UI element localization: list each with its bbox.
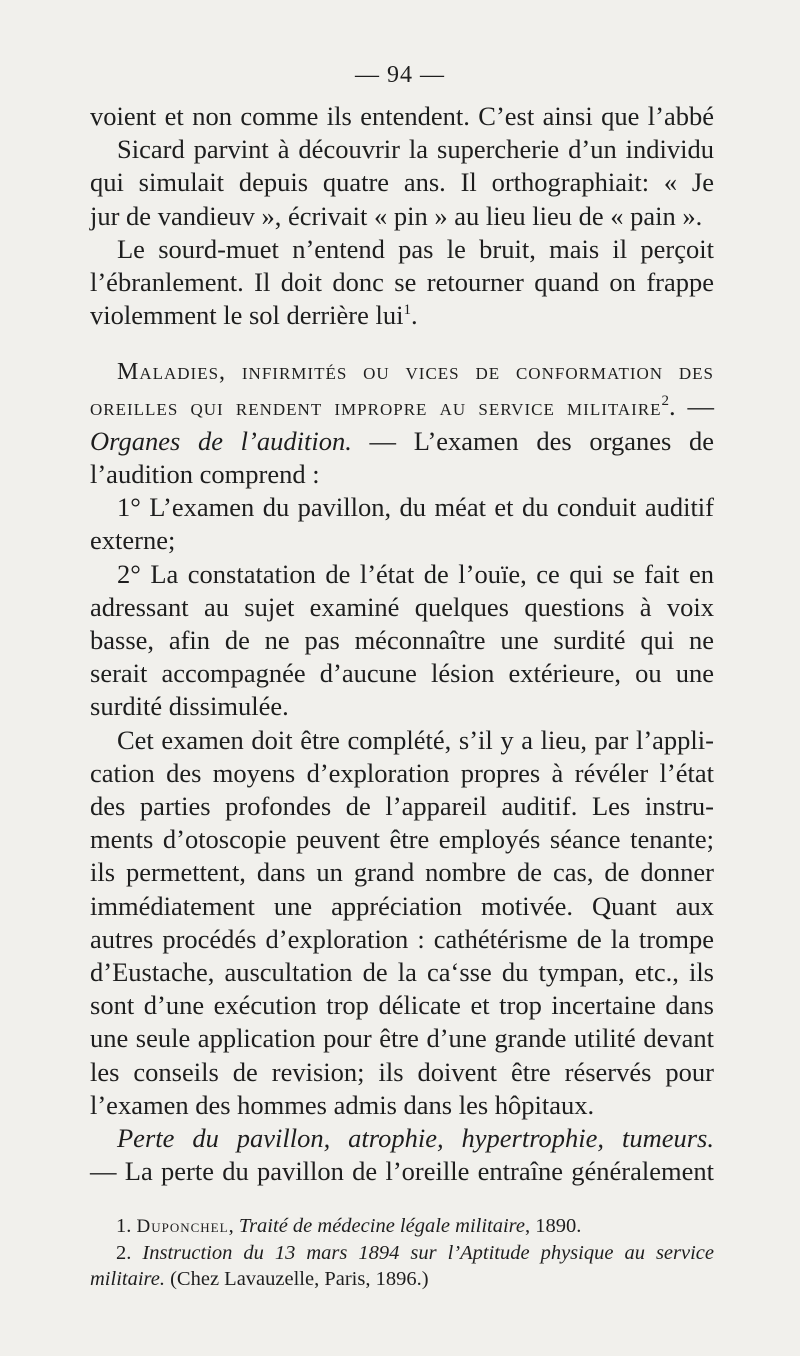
text-fragment: — L’examen des organes de: [351, 425, 714, 456]
text-line: les conseils de revision; ils doivent être réservés pour: [90, 1056, 714, 1087]
footnote-author: Duponchel: [136, 1216, 229, 1237]
footnote-ref[interactable]: 2: [661, 392, 670, 409]
list-item-1: [90, 491, 714, 557]
paragraph-examination: [90, 724, 714, 1122]
paragraph-hearing-test: [90, 100, 714, 233]
list-item-2: [90, 558, 714, 724]
text-line: 2° La constatation de l’état de l’ouïe, ce qui se fait en: [117, 558, 714, 589]
text-line: sont d’une exécution trop délicate et trop incertaine dans: [90, 990, 714, 1021]
heading-line: [90, 354, 714, 389]
footnote-ref[interactable]: 1: [403, 302, 411, 319]
subheading-pavilion: Perte du pavillon, atrophie, hypertrophie, tumeurs.: [117, 1123, 714, 1154]
text-line: immédiatement une appréciation motivée. Quant aux: [90, 890, 714, 921]
section-spacer: [90, 332, 714, 354]
heading-text: Maladies, infirmités ou vices de conformation des: [117, 359, 714, 386]
footnote-title: Traité de médecine légale militaire: [238, 1215, 525, 1237]
footnote-number: 1.: [116, 1215, 132, 1237]
text-line: Cet examen doit être complété, s’il y a lieu, par l’appli-: [117, 724, 714, 755]
text-line: ments d’otoscopie peuvent être employés séance tenante;: [90, 824, 714, 855]
section-heading: [90, 354, 714, 491]
text-fragment: ,: [228, 1215, 239, 1237]
text-line: [90, 1122, 714, 1155]
text-fragment: violemment le sol derrière lui: [90, 300, 404, 331]
text-line: 1° L’examen du pavillon, du méat et du conduit auditif: [117, 492, 714, 523]
text-line: ils permettent, dans un grand nombre de cas, de donner: [90, 857, 714, 888]
text-line: [90, 299, 714, 332]
text-line: qui simulait depuis quatre ans. Il orthographiait: « Je: [90, 167, 714, 198]
text-line: basse, afin de ne pas méconnaître une surdité qui ne: [90, 625, 714, 656]
text-line: autres procédés d’exploration : cathétérisme de la trompe: [90, 923, 714, 954]
page-body: [90, 100, 714, 1189]
text-line: des parties profondes de l’appareil auditif. Les instru-: [90, 791, 714, 822]
text-line: cation des moyens d’exploration propres à révéler l’état: [90, 757, 714, 788]
footnotes: [90, 1213, 714, 1292]
heading-text: oreilles qui rendent impropre au service militaire: [90, 394, 662, 421]
text-line: d’Eustache, auscultation de la ca‘sse du tympan, etc., ils: [90, 957, 714, 988]
paragraph-deaf-mute: [90, 233, 714, 333]
text-line: l’examen des hommes admis dans les hôpitaux.: [90, 1089, 595, 1120]
footnote-number: 2.: [116, 1242, 132, 1264]
text-fragment: .: [410, 300, 418, 331]
text-fragment: . —: [669, 390, 714, 421]
footnote-2: [90, 1240, 714, 1292]
text-line: surdité dissimulée.: [90, 691, 289, 722]
subheading-hearing-organs: Organes de l’audition.: [90, 425, 352, 456]
text-line: Sicard parvint à découvrir la supercherie d’un individu: [117, 134, 714, 165]
text-line: une seule application pour être d’une grande utilité devant: [90, 1023, 714, 1054]
text-fragment: (Chez Lavauzelle, Paris, 1896.): [164, 1268, 429, 1290]
page-number: — 94 —: [355, 62, 445, 88]
paragraph-pavilion-loss: [90, 1122, 714, 1188]
heading-line: [90, 390, 714, 425]
text-line: jur de vandieuv », écrivait « pin » au lieu lieu de « pain ».: [90, 200, 703, 231]
text-line: externe;: [90, 525, 176, 556]
text-line: — La perte du pavillon de l’oreille entraîne généralement: [90, 1156, 714, 1187]
text-line: Le sourd-muet n’entend pas le bruit, mais il perçoit: [117, 233, 714, 264]
text-line: l’ébranlement. Il doit donc se retourner quand on frappe: [90, 267, 714, 298]
text-line: [90, 425, 714, 458]
text-line: voient et non comme ils entendent. C’est ainsi que l’abbé: [90, 101, 714, 131]
text-line: l’audition comprend :: [90, 459, 320, 490]
text-line: adressant au sujet examiné quelques questions à voix: [90, 591, 714, 622]
footnote-1: [90, 1213, 714, 1240]
text-fragment: , 1890.: [524, 1215, 582, 1237]
footnote-title: Instruction du 13 mars 1894 sur l’Aptitude physique au service militaire.: [90, 1242, 714, 1290]
text-line: serait accompagnée d’aucune lésion extérieure, ou une: [90, 658, 714, 689]
